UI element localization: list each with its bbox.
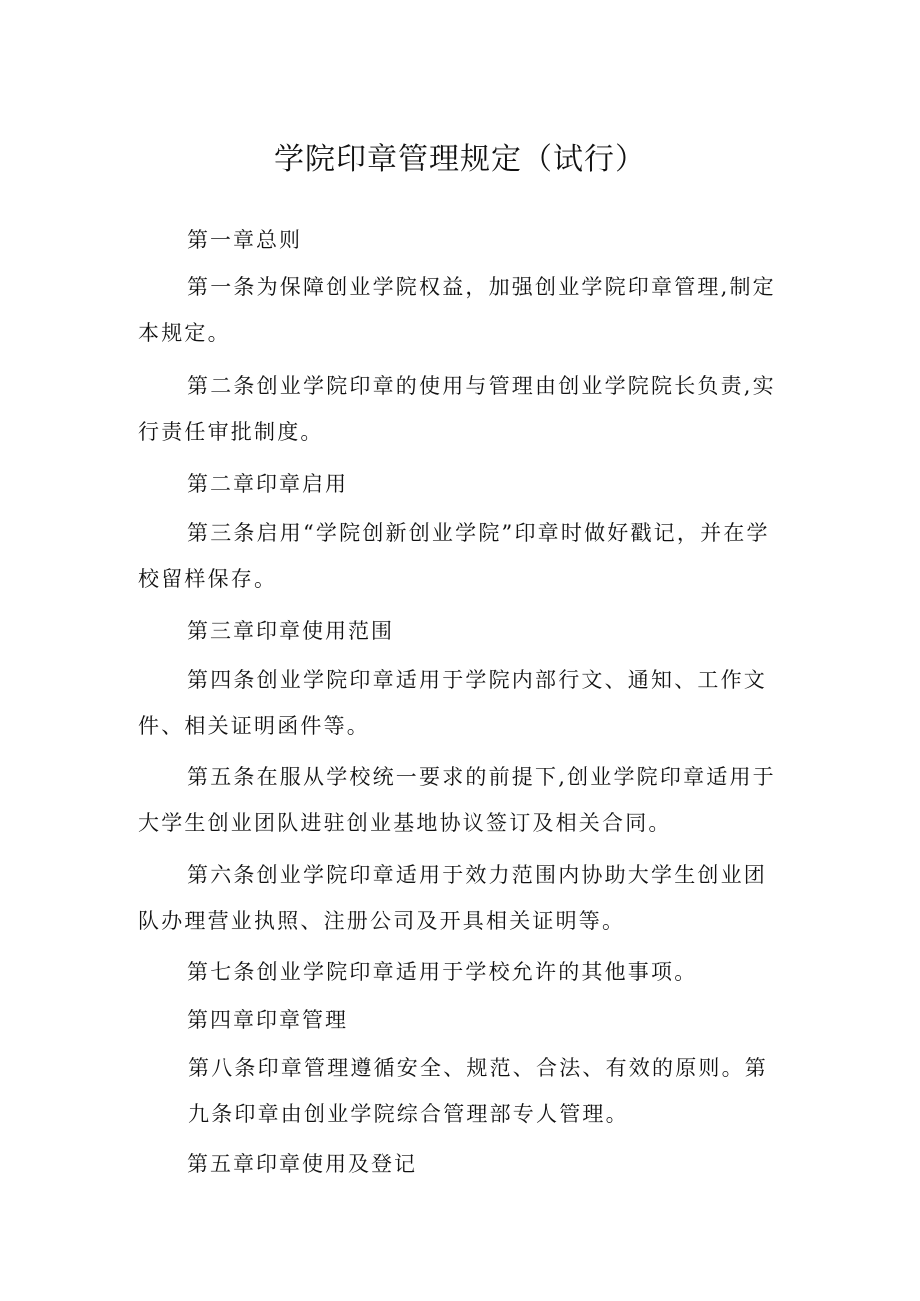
chapter-2-heading: 第二章印章启用	[187, 472, 348, 496]
chapter-1-heading: 第一章总则	[187, 228, 302, 252]
chapter-3-heading: 第三章印章使用范围	[187, 619, 394, 643]
article-3: 第三条启用“学院创新创业学院”印章时做好戳记，并在学校留样保存。	[138, 521, 770, 591]
article-4: 第四条创业学院印章适用于学院内部行文、通知、工作文件、相关证明函件等。	[138, 668, 767, 738]
article-7: 第七条创业学院印章适用于学校允许的其他事项。	[187, 960, 698, 984]
article-1: 第一条为保障创业学院权益，加强创业学院印章管理,制定本规定。	[138, 275, 776, 345]
chapter-5-heading: 第五章印章使用及登记	[187, 1152, 417, 1176]
article-8-9: 第八条印章管理遵循安全、规范、合法、有效的原则。第九条印章由创业学院综合管理部专人管理。	[188, 1056, 768, 1126]
article-2: 第二条创业学院印章的使用与管理由创业学院院长负责,实行责任审批制度。	[138, 374, 776, 444]
article-6: 第六条创业学院印章适用于效力范围内协助大学生创业团队办理营业执照、注册公司及开具相关证明等。	[138, 863, 767, 933]
document-title: 学院印章管理规定（试行）	[274, 142, 646, 177]
article-5: 第五条在服从学校统一要求的前提下,创业学院印章适用于大学生创业团队进驻创业基地协议签订及相关合同。	[138, 765, 776, 835]
chapter-4-heading: 第四章印章管理	[187, 1008, 348, 1032]
